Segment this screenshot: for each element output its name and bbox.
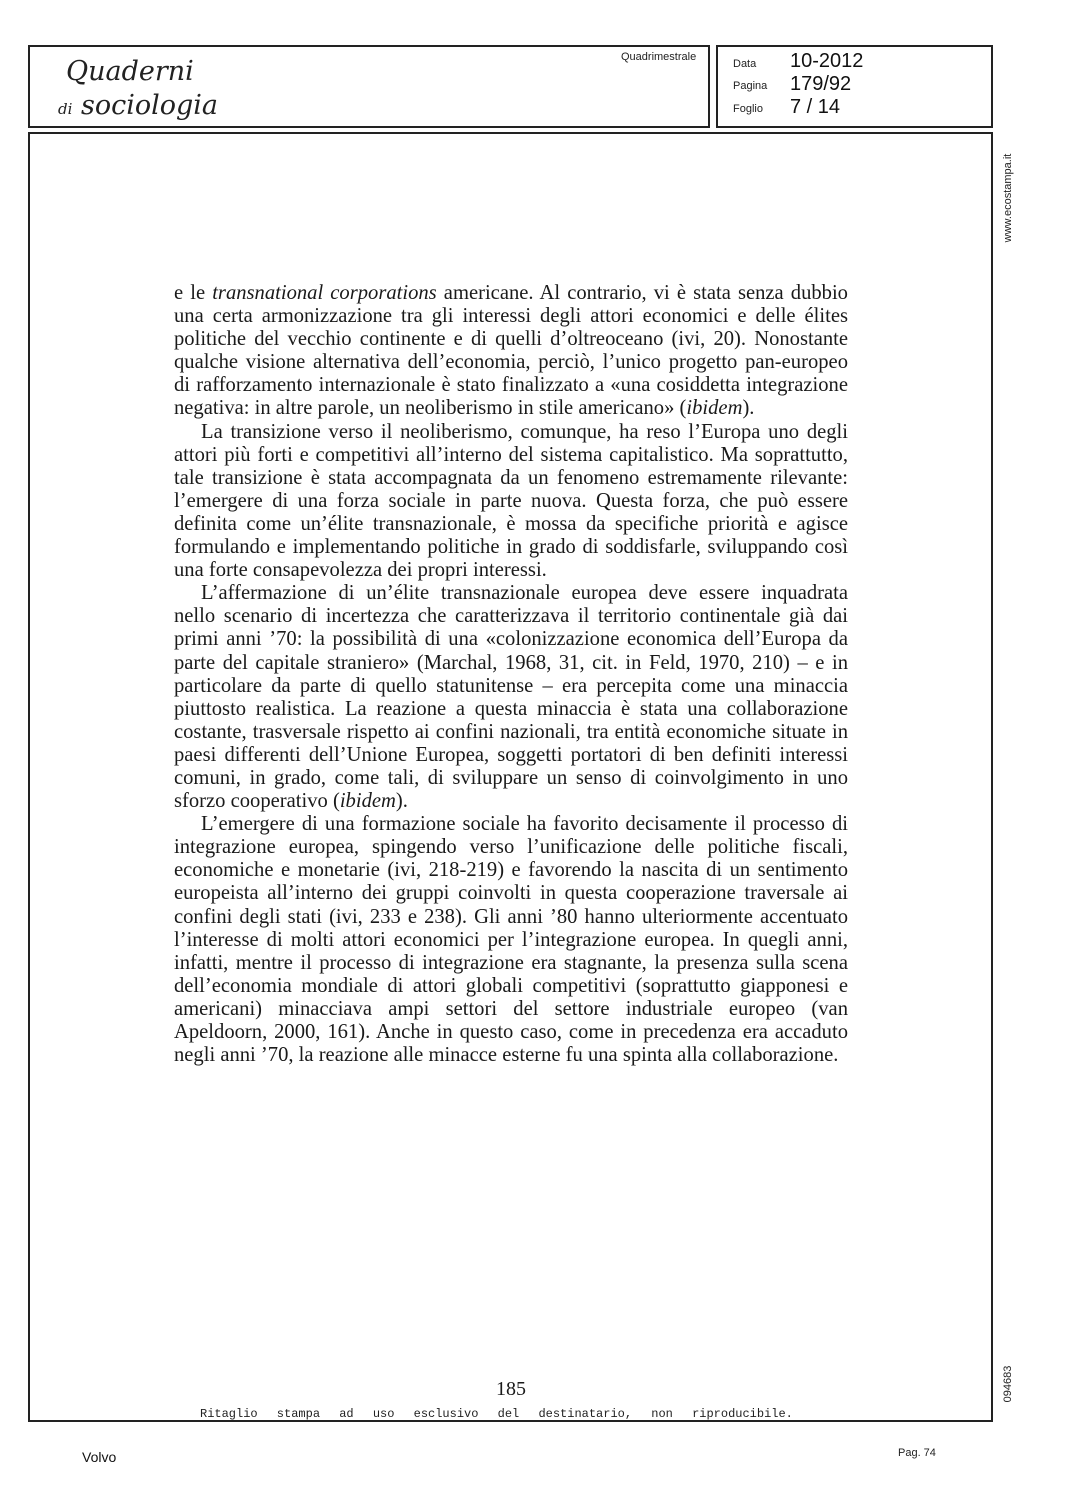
paragraph-2: La transizione verso il neoliberismo, comunque, ha reso l’Europa uno degli attori più forti e competitivi all’interno del sistema capitalistico. Ma soprattutto, tale transizione è stata accompagnata da un fenomeno estremamente rilevante: l’emergere di una forza sociale in parte nuova. Questa forza, che può essere definita come un’élite transnazionale, è mossa da specifiche priorità e agisce formulando e implementando politiche in grado di soddisfarle, sviluppando così una forte consapevolezza dei propri interessi. [174,420,848,582]
article-body [174,282,848,1067]
page-value: 179/92 [790,73,852,95]
date-label: Data [733,58,757,70]
publication-subtitle [58,90,218,125]
paragraph-3: L’affermazione di un’élite transnazionale europea deve essere inquadrata nello scenario di incertezza che caratterizzava il territorio continentale già dai primi anni ’70: la possibilità di una «colonizzazione economica dell’Europa da parte del capitale straniero» (Marchal, 1968, 31, cit. in Feld, 1970, 210) – e in particolare da parte di quello statunitense – era percepita come una minaccia piuttosto realistica. La reazione a questa minaccia è stata una collaborazione costante, trasversale rispetto ai confini nazionali, tra entità economiche situate in paesi differenti dell’Unione Europea, soggetti portatori di ben definiti interessi comuni, in grado, come tali, di sviluppare un senso di coinvolgimento in uno sforzo cooperativo (ibidem). [174,582,848,813]
page-label: Pagina [733,80,768,92]
clipping-code-vertical: 094683 [1002,1365,1014,1403]
footer-brand: Volvo [82,1449,117,1465]
website-vertical: www.ecostampa.it [1002,153,1014,243]
paragraph-1: e le transnational corporations americane. Al contrario, vi è stata senza dubbio una certa armonizzazione tra gli interessi degli attori economici e delle élites politiche del vecchio continente e di quelli d’oltreoceano (ivi, 20). Nonostante qualche visione alternativa dell’economia, perciò, l’unico progetto pan-europeo di rafforzamento internazionale è stato finalizzato a «una cosiddetta integrazione negativa: in altre parole, un neoliberismo in stile americano» (ibidem). [174,282,848,420]
sheet-label: Foglio [733,103,763,115]
footer-page: Pag. 74 [898,1447,936,1459]
publication-sub-prefix: di [58,100,73,118]
periodicity: Quadrimestrale [621,51,697,63]
date-value: 10-2012 [790,50,864,72]
sheet-value: 7 / 14 [790,96,841,118]
publication-title: Quaderni [66,56,194,87]
page-number: 185 [496,1378,526,1400]
copyright-notice: Ritaglio stampa ad uso esclusivo del destinatario, non riproducibile. [200,1407,793,1421]
paragraph-4: L’emergere di una formazione sociale ha favorito decisamente il processo di integrazione europea, spingendo verso l’unificazione delle politiche fiscali, economiche e monetarie (ivi, 218-219) e favorendo la nascita di un sentimento europeista all’interno dei gruppi coinvolti in questa cooperazione traversale ai confini degli stati (ivi, 233 e 238). Gli anni ’80 hanno ulteriormente accentuato l’interesse di molti attori economici per l’integrazione europea. In quegli anni, infatti, mentre il processo di integrazione era stagnante, la presenza sulla scena dell’economia mondiale di attori globali competitivi (soprattutto giapponesi e americani) minacciava ampi settori del settore industriale europeo (van Apeldoorn, 2000, 161). Anche in questo caso, come in precedenza era accaduto negli anni ’70, la reazione alle minacce esterne fu una spinta alla collaborazione. [174,813,848,1067]
publication-sub-text: sociologia [81,90,219,121]
